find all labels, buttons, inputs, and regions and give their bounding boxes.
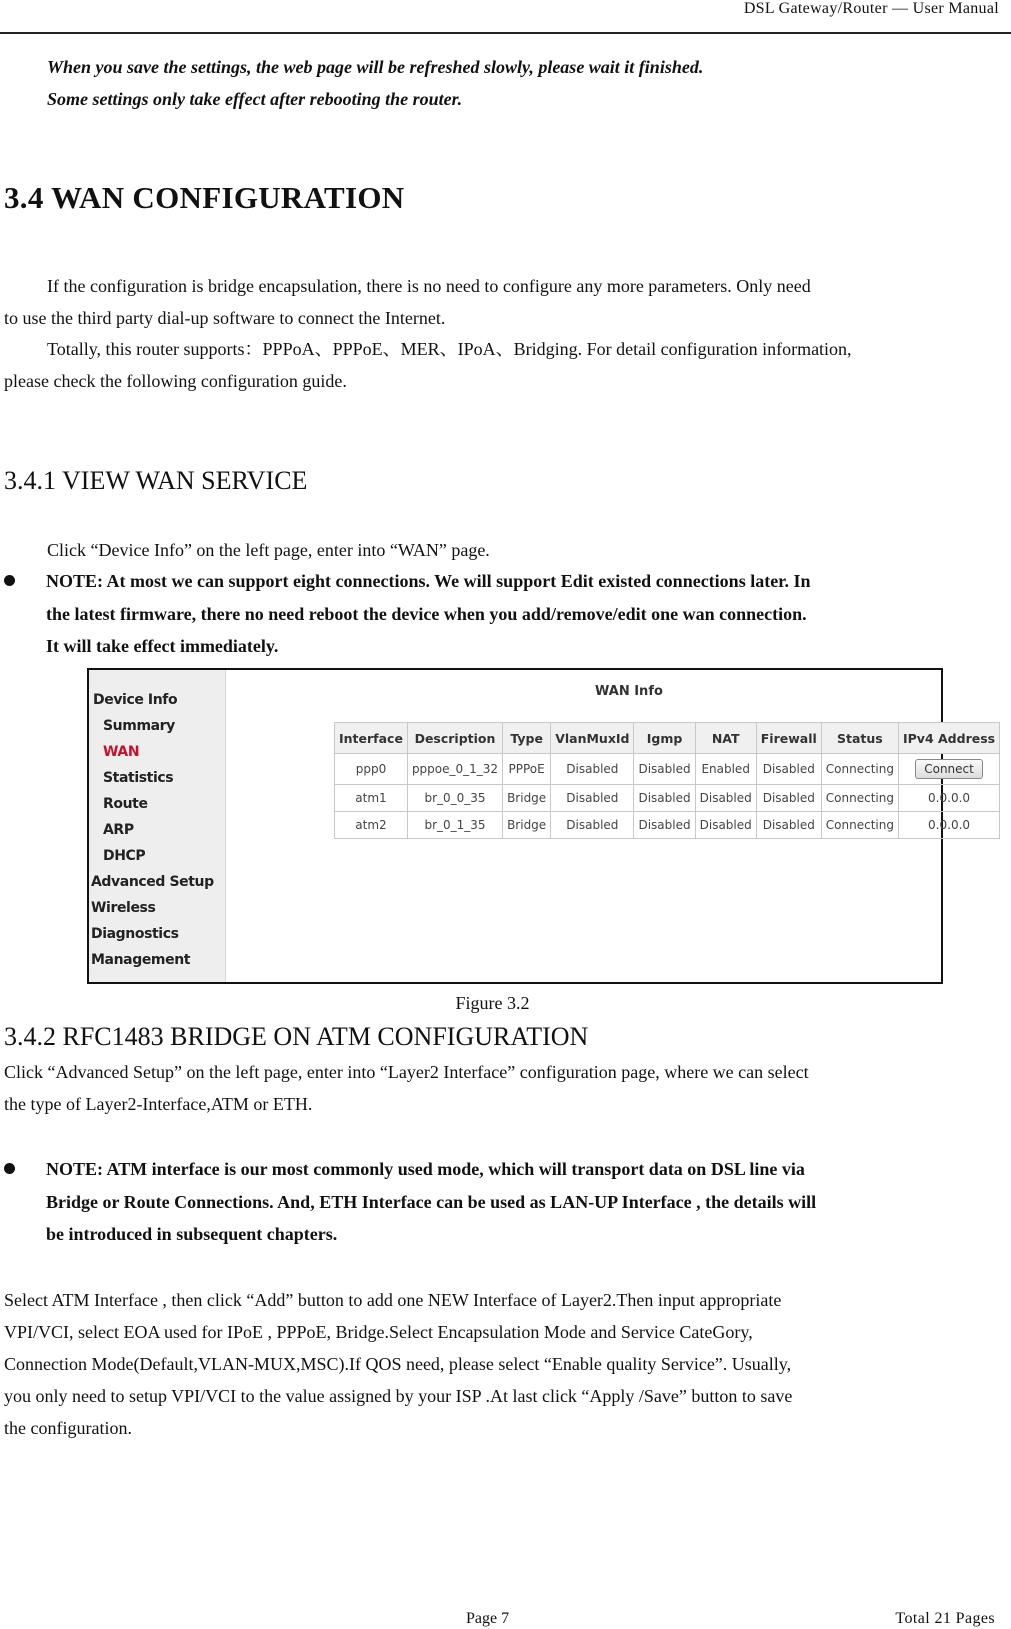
sub2-p2-line-1: Select ATM Interface , then click “Add” button to add one NEW Interface of Layer2.Then input appropriate — [4, 1290, 782, 1310]
table-cell: Bridge — [503, 785, 551, 812]
table-cell: Enabled — [695, 754, 756, 785]
table-cell: Disabled — [634, 754, 695, 785]
sidebar-item-wireless[interactable]: Wireless — [91, 900, 156, 916]
sub1-note-line-2: the latest firmware, there no need reboot the device when you add/remove/edit one wan connection. — [46, 603, 807, 624]
section-p2-line-1: Totally, this router supports：PPPoA、PPPoE、MER、IPoA、Bridging. For detail configuration information, — [47, 339, 852, 359]
table-cell: Disabled — [634, 785, 695, 812]
table-cell: pppoe_0_1_32 — [407, 754, 502, 785]
col-nat: NAT — [695, 723, 756, 754]
section-p1-line-1: If the configuration is bridge encapsulation, there is no need to configure any more parameters. Only need — [47, 276, 811, 296]
col-firewall: Firewall — [756, 723, 821, 754]
table-cell: atm2 — [335, 812, 408, 839]
intro-note-line-2: Some settings only take effect after rebooting the router. — [47, 89, 463, 109]
subsection-3-4-2-title: 3.4.2 RFC1483 BRIDGE ON ATM CONFIGURATION — [4, 1022, 589, 1051]
sub2-note — [46, 1153, 996, 1251]
table-cell: Disabled — [551, 754, 634, 785]
table-header-row — [335, 723, 1000, 754]
table-cell: Disabled — [634, 812, 695, 839]
sidebar-item-device-info[interactable]: Device Info — [93, 692, 178, 708]
sub2-p2-line-4: you only need to setup VPI/VCI to the value assigned by your ISP .At last click “Apply /Save” button to save — [4, 1386, 793, 1406]
sidebar-item-arp[interactable]: ARP — [103, 822, 134, 838]
table-cell: Disabled — [756, 812, 821, 839]
table-cell: Disabled — [551, 812, 634, 839]
col-type: Type — [503, 723, 551, 754]
figure-caption: Figure 3.2 — [455, 993, 530, 1013]
footer-page-number: Page 7 — [466, 1610, 510, 1627]
page-header — [0, 0, 1011, 34]
sidebar-item-diagnostics[interactable]: Diagnostics — [91, 926, 179, 942]
table-cell: br_0_1_35 — [407, 812, 502, 839]
col-interface: Interface — [335, 723, 408, 754]
table-cell — [898, 754, 999, 785]
table-cell: Connecting — [821, 785, 898, 812]
figure-sidebar — [89, 670, 226, 982]
header-title: DSL Gateway/Router — User Manual — [743, 0, 999, 17]
intro-note-line-1: When you save the settings, the web page will be refreshed slowly, please wait it finished. — [47, 57, 704, 77]
sub2-note-line-1: NOTE: ATM interface is our most commonly used mode, which will transport data on DSL line via — [46, 1159, 805, 1179]
table-row — [335, 754, 1000, 785]
table-row — [335, 812, 1000, 839]
table-cell: br_0_0_35 — [407, 785, 502, 812]
table-cell: Disabled — [551, 785, 634, 812]
table-cell: Bridge — [503, 812, 551, 839]
col-ipv4-address: IPv4 Address — [898, 723, 999, 754]
table-cell: 0.0.0.0 — [898, 785, 999, 812]
sub2-p2-line-2: VPI/VCI, select EOA used for IPoE , PPPoE, Bridge.Select Encapsulation Mode and Service CateGory, — [4, 1322, 753, 1342]
sub2-note-line-3: be introduced in subsequent chapters. — [46, 1224, 338, 1244]
col-description: Description — [407, 723, 502, 754]
sub1-note-line-1: NOTE: At most we can support eight connections. We will support Edit existed connections later. In — [46, 571, 811, 591]
sub2-p2-line-5: the configuration. — [4, 1418, 132, 1438]
sidebar-item-summary[interactable]: Summary — [103, 718, 175, 734]
wan-info-screenshot — [87, 668, 996, 984]
bullet-icon — [4, 575, 15, 586]
table-cell: Disabled — [695, 812, 756, 839]
sub1-paragraph — [4, 534, 994, 566]
footer-total-pages: Total 21 Pages — [895, 1610, 995, 1627]
col-vlanmuxid: VlanMuxId — [551, 723, 634, 754]
sidebar-item-dhcp[interactable]: DHCP — [103, 848, 146, 864]
subsection-3-4-1-title: 3.4.1 VIEW WAN SERVICE — [4, 466, 308, 495]
sidebar-item-statistics[interactable]: Statistics — [103, 770, 174, 786]
col-status: Status — [821, 723, 898, 754]
table-cell: Disabled — [756, 785, 821, 812]
sub2-paragraph-2 — [4, 1284, 994, 1444]
table-cell: Disabled — [756, 754, 821, 785]
sidebar-item-route[interactable]: Route — [103, 796, 148, 812]
col-igmp: Igmp — [634, 723, 695, 754]
table-cell: Connecting — [821, 754, 898, 785]
section-p1-line-2: to use the third party dial-up software to connect the Internet. — [4, 308, 446, 328]
connect-button[interactable]: Connect — [915, 759, 983, 779]
table-cell: 0.0.0.0 — [898, 812, 999, 839]
sub2-p2-line-3: Connection Mode(Default,VLAN-MUX,MSC).If QOS need, please select “Enable quality Service”. Usually, — [4, 1354, 792, 1374]
wan-info-title: WAN Info — [595, 684, 663, 699]
table-cell: ppp0 — [335, 754, 408, 785]
sidebar-item-management[interactable]: Management — [91, 952, 191, 968]
table-cell: Disabled — [695, 785, 756, 812]
sub2-note-line-2: Bridge or Route Connections. And, ETH Interface can be used as LAN-UP Interface , the details will — [46, 1191, 817, 1212]
section-p2-line-2: please check the following configuration guide. — [4, 371, 347, 391]
table-cell: PPPoE — [503, 754, 551, 785]
table-row — [335, 785, 1000, 812]
table-cell: Connecting — [821, 812, 898, 839]
section-paragraph-1 — [4, 270, 994, 334]
section-title: 3.4 WAN CONFIGURATION — [4, 180, 405, 215]
wan-info-table — [334, 722, 1000, 839]
sidebar-item-advanced-setup[interactable]: Advanced Setup — [91, 874, 214, 890]
sidebar-item-wan[interactable]: WAN — [103, 744, 140, 760]
sub2-p1-line-2: the type of Layer2-Interface,ATM or ETH. — [4, 1094, 313, 1114]
section-paragraph-2 — [4, 333, 994, 397]
sub1-note — [46, 565, 996, 663]
table-cell: atm1 — [335, 785, 408, 812]
sub2-paragraph-1 — [4, 1056, 994, 1120]
bullet-icon — [4, 1163, 15, 1174]
sub1-p1: Click “Device Info” on the left page, enter into “WAN” page. — [47, 540, 490, 560]
sub1-note-line-3: It will take effect immediately. — [46, 636, 279, 656]
sub2-p1-line-1: Click “Advanced Setup” on the left page, enter into “Layer2 Interface” configuration page, where we can select — [4, 1062, 809, 1082]
